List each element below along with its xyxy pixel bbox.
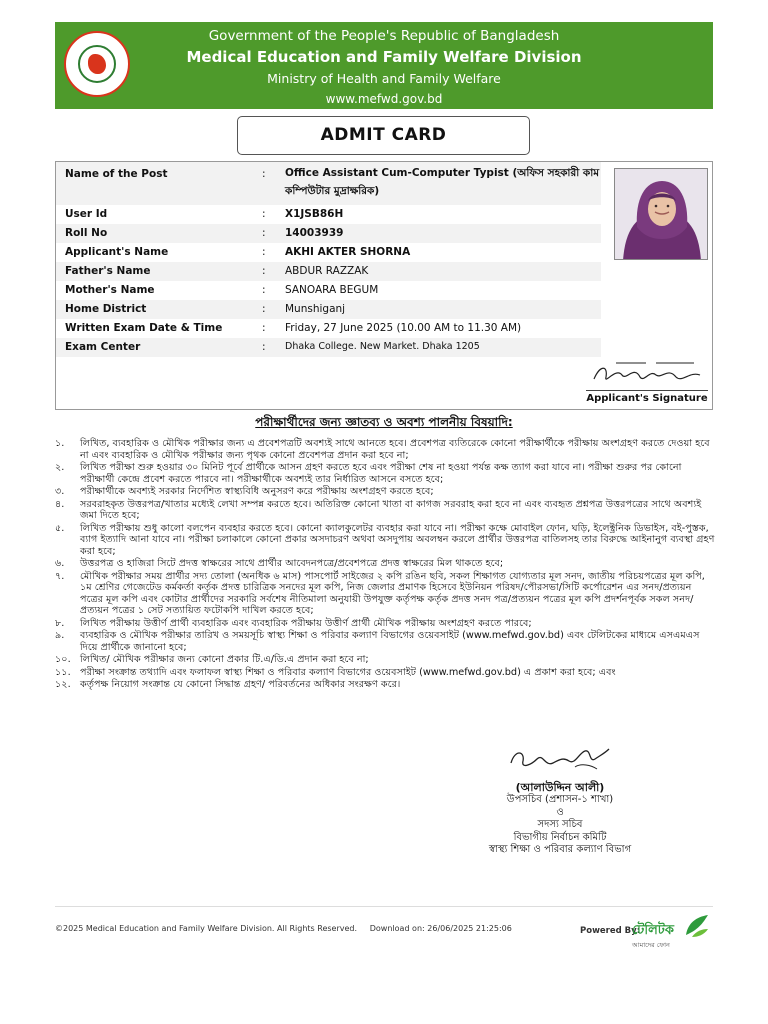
colon: : [262, 341, 266, 353]
teletalk-leaf-icon [684, 913, 710, 939]
instruction-number: ১. [55, 438, 65, 449]
instruction-item [55, 679, 715, 691]
row-exam-date [56, 319, 601, 338]
instruction-text: সরবরাহকৃত উত্তরপত্র/খাতার মধ্যেই লেখা সম্পন্ন করতে হবে। অতিরিক্ত কোনো খাতা বা কাগজ সরবরাহ করা হবে না এবং ব্যবহৃত প্রশ্নপত্র উত্তরপত্রের সাথে অবশ্যই জমা দিতে হবে; [80, 498, 702, 521]
instruction-item [55, 630, 715, 653]
colon: : [262, 168, 266, 180]
footer-divider [55, 906, 713, 907]
colon: : [262, 284, 266, 296]
instruction-text: লিখিত পরীক্ষা শুরু হওয়ার ৩০ মিনিট পূর্বে প্রার্থীকে আসন গ্রহণ করতে হবে এবং পরীক্ষা শেষ না হওয়া পর্যন্ত কক্ষ ত্যাগ করা যাবে না। পরীক্ষা শুরুর পর কোনো পরীক্ষার্থী কেন্দ্রে প্রবেশ করতে পারবে না। পরীক্ষার্থীকে অবশ্যই তার নির্ধারিত আসনে বসতে হবে; [80, 462, 682, 485]
colon: : [262, 246, 266, 258]
instruction-text: মৌখিক পরীক্ষার সময় প্রার্থীর সদ্য তোলা (অনধিক ৬ মাস) পাসপোর্ট সাইজের ২ কপি রঙিন ছবি, সকল শিক্ষাগত যোগ্যতার মূল সনদ, জাতীয় পরিচয়পত্রের মূল কপি, ১ম শ্রেণির গেজেটেড কর্মকর্তা কর্তৃক প্রদত্ত চারিত্রিক সনদের মূল কপি, নিজ জেলার প্রমাণক হিসেবে ইউনিয়ন পরিষদ/পৌরসভা/সিটি কর্পোরেশন এর সনদ/প্রত্যয়ন পত্রের মূল কপি এবং কোটার প্রার্থীদের সরকারি সর্বশেষ নীতিমালা অনুযায়ী উপযুক্ত কর্তৃপক্ষ কর্তৃক প্রদত্ত সনদ পত্র/প্রত্যয়ন পত্রের মূল কপি প্রদর্শনপূর্বক সকল সনদ/প্রত্যয়ন পত্রের ১ সেট সত্যায়িত ফটোকপি দাখিল করতে হবে; [80, 570, 705, 616]
applicant-info-table [55, 161, 713, 410]
signature-line [586, 390, 708, 391]
instruction-item [55, 438, 715, 461]
instruction-item [55, 462, 715, 485]
authority-signature-image [505, 743, 615, 777]
applicant-signature-image [586, 357, 708, 389]
colon: : [262, 322, 266, 334]
colon: : [262, 303, 266, 315]
value-home-district: Munshiganj [285, 303, 346, 315]
instruction-number: ১২. [55, 679, 71, 690]
label-exam-center: Exam Center [65, 341, 141, 353]
instruction-item [55, 486, 715, 498]
download-timestamp: Download on: 26/06/2025 21:25:06 [369, 924, 512, 933]
applicant-signature-area [586, 357, 708, 407]
authority-designation: উপসচিব (প্রশাসন-১ শাখা) [506, 794, 614, 805]
instruction-text: পরীক্ষা সংক্রান্ত তথ্যাদি এবং ফলাফল স্বাস্থ্য শিক্ষা ও পরিবার কল্যাণ বিভাগের ওয়েবসাইট (www.mefwd.gov.bd) এ প্রকাশ করা হবে; এবং [80, 666, 616, 678]
instruction-number: ৮. [55, 617, 65, 629]
instruction-text: পরীক্ষার্থীকে অবশ্যই সরকার নির্দেশিত স্বাস্থ্যবিধি অনুসরণ করে পরীক্ষায় অংশগ্রহণ করতে হবে; [80, 486, 434, 497]
label-mother-name: Mother's Name [65, 284, 155, 296]
applicant-photo [614, 168, 708, 260]
value-mother-name: SANOARA BEGUM [285, 284, 379, 296]
authority-division: স্বাস্থ্য শিক্ষা ও পরিবার কল্যাণ বিভাগ [488, 844, 632, 855]
instruction-item [55, 499, 715, 522]
value-user-id: X1JSB86H [285, 208, 344, 220]
division-name: Medical Education and Family Welfare Division [186, 48, 582, 66]
instructions-list [55, 438, 715, 692]
header-banner [55, 22, 713, 109]
row-post [56, 162, 601, 205]
instruction-text: লিখিত পরীক্ষায় শুধু কালো বলপেন ব্যবহার করতে হবে। কোনো ক্যালকুলেটর ব্যবহার করা যাবে না। পরীক্ষা কক্ষে মোবাইল ফোন, ঘড়ি, ইলেক্ট্রনিক ডিভাইস, বই-পুস্তক, ব্যাগ ইত্যাদি আনা যাবে না। পরীক্ষা চলাকালে কোনো প্রকার অসদাচরণ অথবা অসদুপায় অবলম্বন করলে প্রার্থীর উত্তরপত্র বাতিলসহ তার বিরুদ্ধে আইনানুগ ব্যবস্থা গ্রহণ করা হবে; [80, 522, 715, 557]
value-applicant-name: AKHI AKTER SHORNA [285, 246, 411, 258]
row-home-district [56, 300, 601, 319]
instruction-number: ২. [55, 462, 65, 473]
label-applicant-name: Applicant's Name [65, 246, 169, 258]
instruction-text: লিখিত পরীক্ষায় উত্তীর্ণ প্রার্থী ব্যবহারিক এবং ব্যবহারিক পরীক্ষায় উত্তীর্ণ প্রার্থী মৌখিক পরীক্ষায় অংশগ্রহণ করতে পারবে; [80, 617, 532, 629]
website-link[interactable]: www.mefwd.gov.bd [325, 92, 443, 106]
instruction-item [55, 618, 715, 630]
footer-text [55, 924, 512, 933]
colon: : [262, 265, 266, 277]
row-mother-name [56, 281, 601, 300]
instruction-item [55, 667, 715, 679]
authority-and: ও [556, 806, 564, 818]
authority-block [440, 743, 680, 857]
label-post: Name of the Post [65, 168, 168, 180]
label-father-name: Father's Name [65, 265, 151, 277]
instruction-item [55, 654, 715, 666]
instruction-text: ব্যবহারিক ও মৌখিক পরীক্ষার তারিখ ও সময়সূচি স্বাস্থ্য শিক্ষা ও পরিবার কল্যাণ বিভাগের ওয়েবসাইট (www.mefwd.gov.bd) এবং টেলিটকের মাধ্যমে এসএমএস দিয়ে প্রার্থীকে জানানো হবে; [80, 630, 700, 653]
row-user-id [56, 205, 601, 224]
instruction-number: ১১. [55, 666, 71, 678]
instruction-item [55, 571, 715, 617]
label-roll-no: Roll No [65, 227, 108, 239]
label-exam-date: Written Exam Date & Time [65, 322, 223, 334]
instruction-text: লিখিত/ মৌখিক পরীক্ষার জন্য কোনো প্রকার টি.এ/ডি.এ প্রদান করা হবে না; [80, 654, 369, 665]
colon: : [262, 227, 266, 239]
instruction-number: ৬. [55, 558, 65, 569]
brand-tagline: আমাদের ফোন [632, 941, 670, 949]
copyright-text: ©2025 Medical Education and Family Welfare Division. All Rights Reserved. [55, 924, 358, 933]
instruction-number: ৩. [55, 486, 65, 497]
colon: : [262, 208, 266, 220]
instruction-item [55, 523, 715, 558]
instructions-title: পরীক্ষার্থীদের জন্য জ্ঞাতব্য ও অবশ্য পালনীয় বিষয়াদি: [255, 415, 513, 429]
ministry-name: Ministry of Health and Family Welfare [267, 71, 501, 86]
page-title: ADMIT CARD [237, 116, 530, 155]
value-roll-no: 14003939 [285, 227, 344, 239]
teletalk-logo [632, 913, 712, 949]
powered-by-label: Powered By: [580, 926, 641, 936]
row-roll-no [56, 224, 601, 243]
applicant-signature-label: Applicant's Signature [586, 393, 708, 404]
authority-committee: বিভাগীয় নির্বাচন কমিটি [513, 831, 607, 843]
brand-name: টেলিটক [632, 923, 674, 938]
value-post: Office Assistant Cum-Computer Typist (অফিস সহকারী কাম কম্পিউটার মুদ্রাক্ষরিক) [285, 167, 600, 197]
authority-name: (আলাউদ্দিন আলী) [515, 780, 605, 794]
instruction-item [55, 558, 715, 570]
instruction-text: কর্তৃপক্ষ নিয়োগ সংক্রান্ত যে কোনো সিদ্ধান্ত গ্রহণ/ পরিবর্তনের অধিকার সংরক্ষণ করে। [80, 679, 401, 690]
row-applicant-name [56, 243, 601, 262]
value-exam-date: Friday, 27 June 2025 (10.00 AM to 11.30 AM) [285, 322, 522, 334]
instruction-number: ৯. [55, 630, 65, 641]
instruction-number: ১০. [55, 654, 71, 665]
value-exam-center: Dhaka College. New Market. Dhaka 1205 [285, 341, 480, 352]
instruction-number: ৪. [55, 498, 65, 510]
instruction-number: ৫. [55, 522, 65, 534]
instruction-number: ৭. [55, 570, 65, 582]
value-father-name: ABDUR RAZZAK [285, 265, 369, 277]
row-exam-center [56, 338, 601, 357]
instruction-text: উত্তরপত্র ও হাজিরা সিটে প্রদত্ত স্বাক্ষরের সাথে প্রার্থীর আবেদনপত্রে/প্রবেশপত্রে প্রদত্ত স্বাক্ষরের মিল থাকতে হবে; [80, 558, 504, 569]
authority-role: সদস্য সচিব [537, 819, 583, 830]
label-user-id: User Id [65, 208, 108, 220]
label-home-district: Home District [65, 303, 147, 315]
row-father-name [56, 262, 601, 281]
instruction-text: লিখিত, ব্যবহারিক ও মৌখিক পরীক্ষার জন্য এ প্রবেশপত্রটি অবশ্যই সাথে আনতে হবে। প্রবেশপত্র ব্যতিরেকে কোনো পরীক্ষার্থীকে পরীক্ষায় অংশগ্রহণ করতে দেওয়া হবে না এবং ব্যবহারিক ও মৌখিক পরীক্ষার জন্য পৃথক কোনো প্রবেশপত্র প্রদান করা হবে না; [80, 438, 710, 461]
government-line: Government of the People's Republic of Bangladesh [208, 28, 560, 44]
